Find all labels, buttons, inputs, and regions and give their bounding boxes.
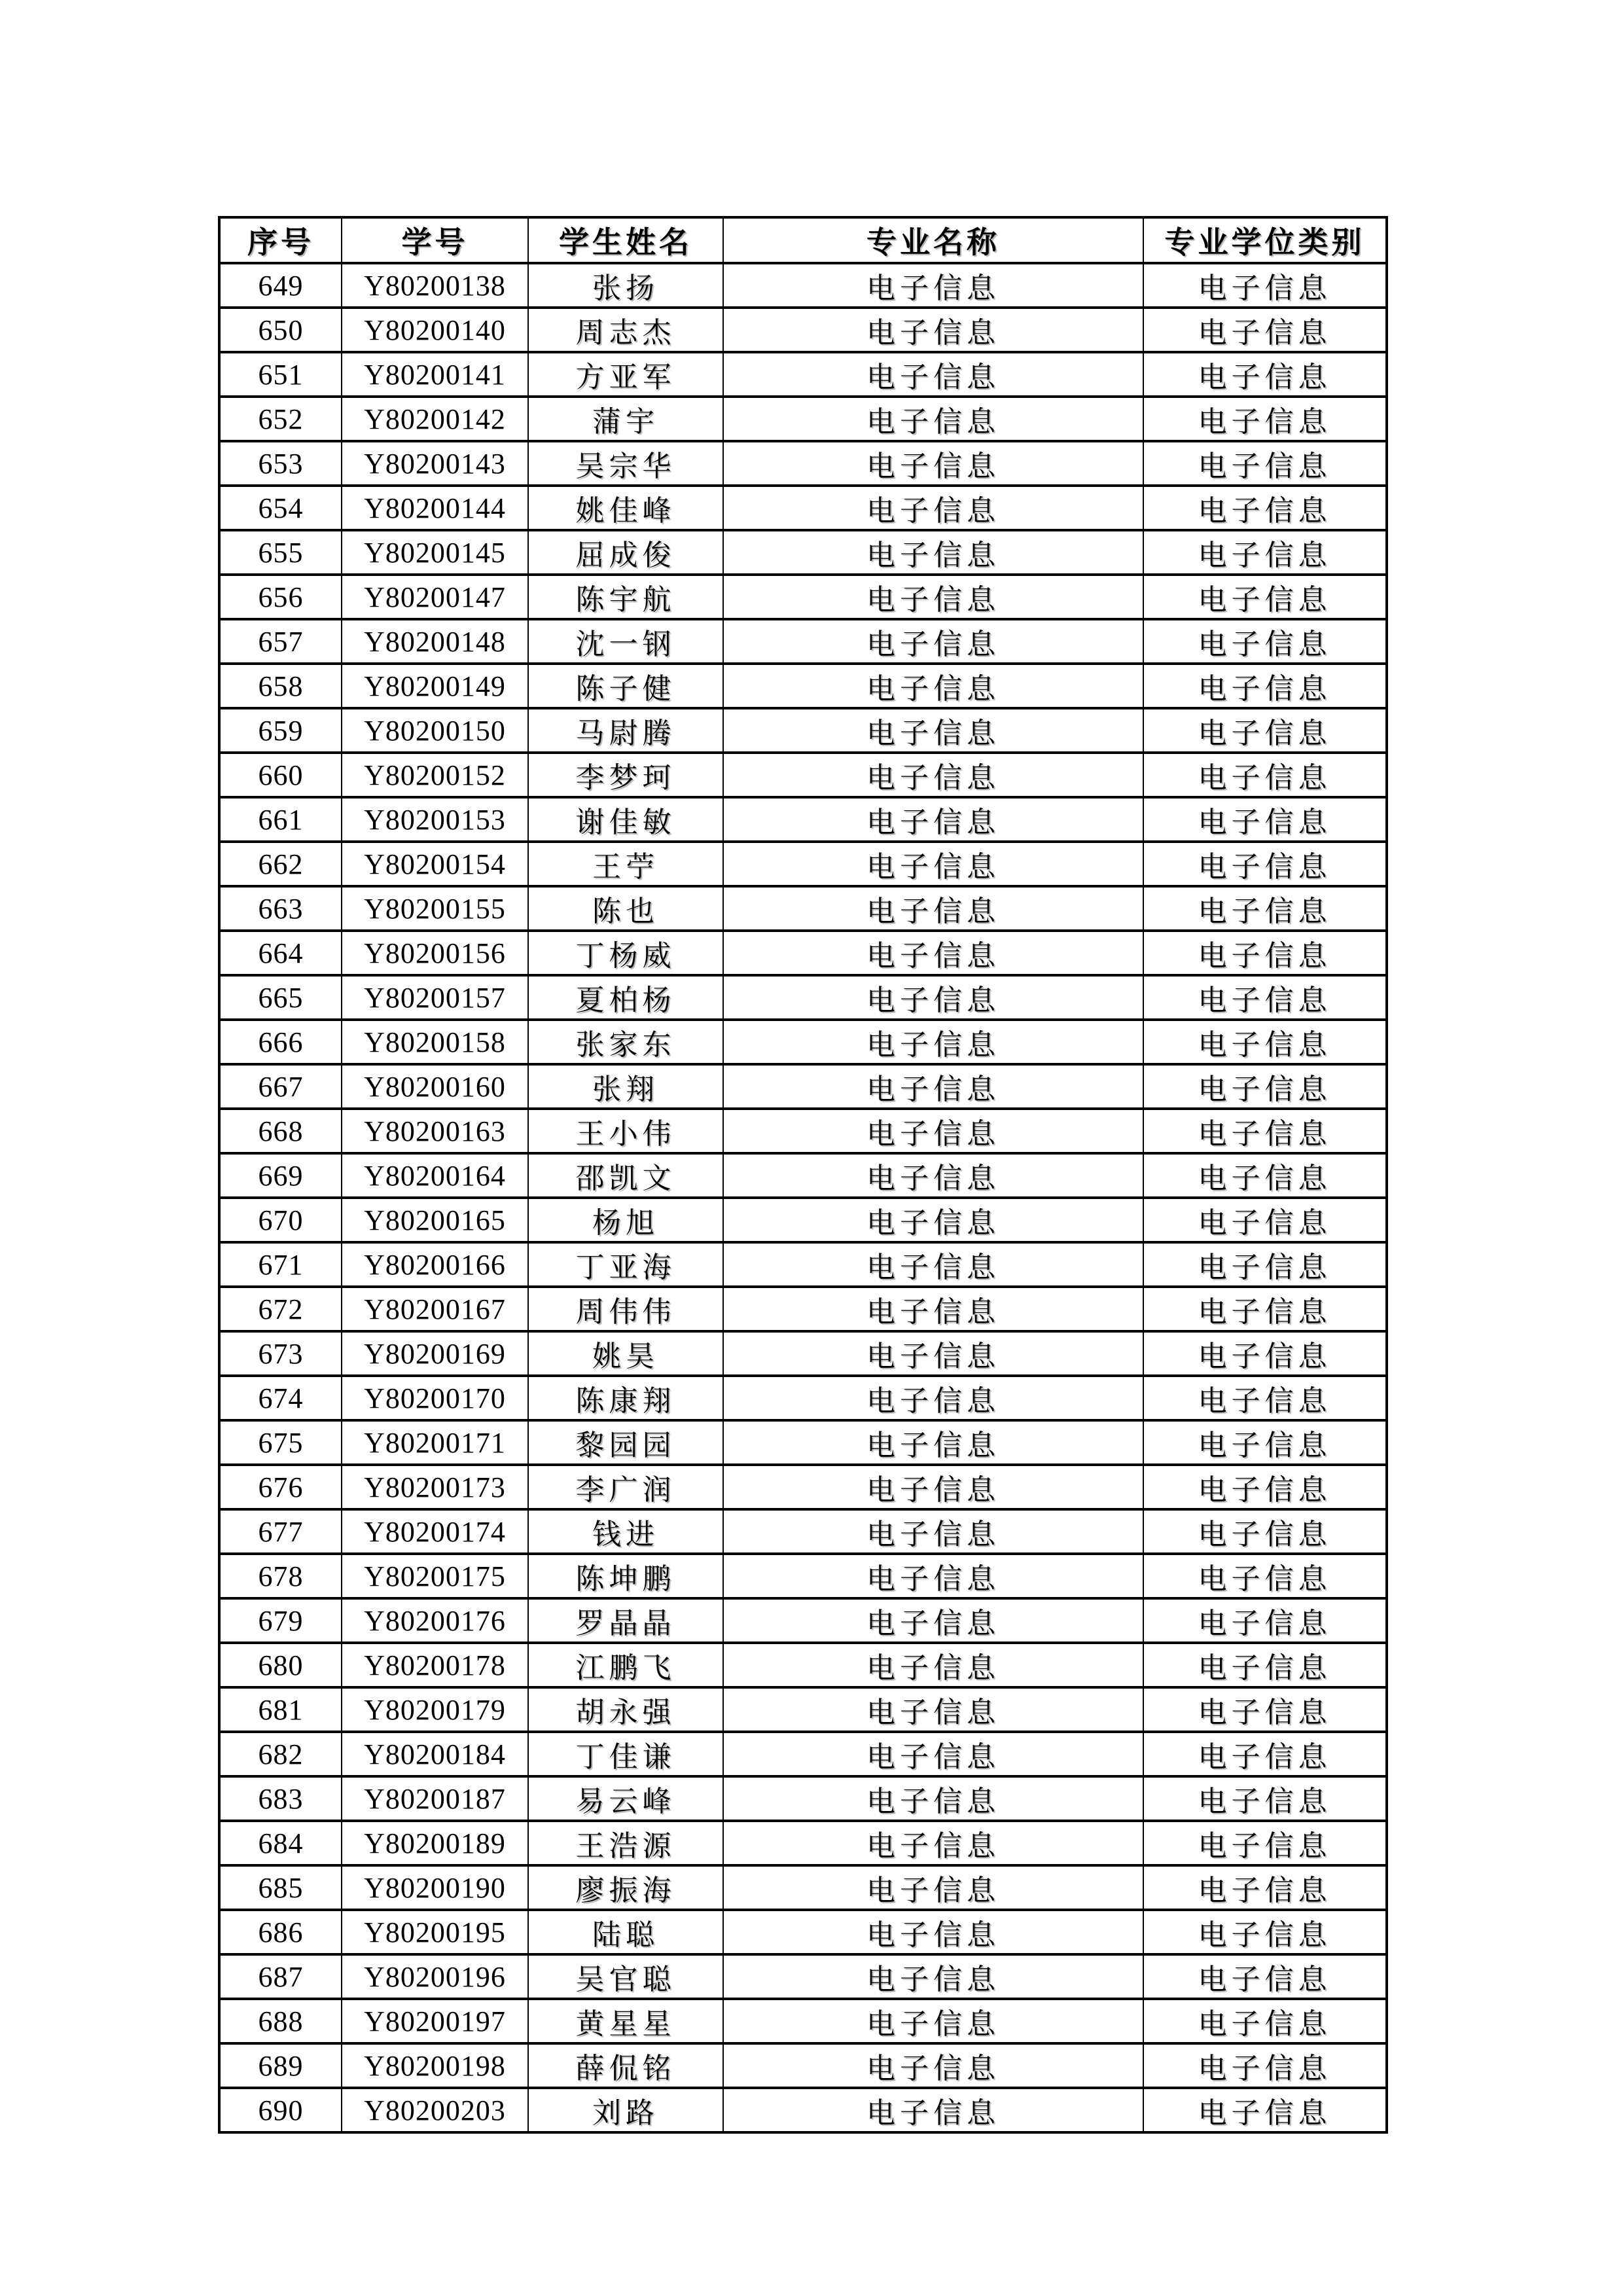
major-name-cell: 电子信息 [723, 1821, 1143, 1865]
seq-cell: 679 [219, 1598, 342, 1643]
seq-cell: 678 [219, 1554, 342, 1598]
degree-category-cell: 电子信息 [1143, 575, 1387, 619]
major-name-cell: 电子信息 [723, 931, 1143, 975]
degree-category-cell: 电子信息 [1143, 1064, 1387, 1109]
student-id-cell: Y80200166 [342, 1242, 528, 1287]
student-id-cell: Y80200160 [342, 1064, 528, 1109]
table-row [219, 1776, 1387, 1821]
major-name-cell: 电子信息 [723, 1776, 1143, 1821]
seq-cell: 659 [219, 708, 342, 753]
major-name-cell: 电子信息 [723, 308, 1143, 352]
student-name-cell: 张家东 [528, 1020, 723, 1064]
student-id-cell: Y80200153 [342, 797, 528, 842]
major-name-cell: 电子信息 [723, 1109, 1143, 1153]
student-name-cell: 陈宇航 [528, 575, 723, 619]
table-row [219, 1109, 1387, 1153]
student-id-cell: Y80200152 [342, 753, 528, 797]
student-id-cell: Y80200144 [342, 486, 528, 530]
degree-category-cell: 电子信息 [1143, 486, 1387, 530]
degree-category-cell: 电子信息 [1143, 753, 1387, 797]
seq-cell: 658 [219, 664, 342, 708]
student-id-cell: Y80200173 [342, 1465, 528, 1509]
student-name-cell: 邵凯文 [528, 1153, 723, 1198]
student-id-cell: Y80200203 [342, 2088, 528, 2132]
seq-cell: 651 [219, 352, 342, 397]
student-id-cell: Y80200167 [342, 1287, 528, 1331]
table-row [219, 397, 1387, 441]
student-id-cell: Y80200175 [342, 1554, 528, 1598]
student-name-cell: 丁杨威 [528, 931, 723, 975]
degree-category-cell: 电子信息 [1143, 1153, 1387, 1198]
major-name-cell: 电子信息 [723, 886, 1143, 931]
table-row [219, 886, 1387, 931]
table-row [219, 530, 1387, 575]
table-row [219, 486, 1387, 530]
student-name-cell: 廖振海 [528, 1865, 723, 1910]
student-id-cell: Y80200171 [342, 1420, 528, 1465]
seq-cell: 680 [219, 1643, 342, 1687]
student-name-cell: 陈康翔 [528, 1376, 723, 1420]
student-name-cell: 江鹏飞 [528, 1643, 723, 1687]
major-name-cell: 电子信息 [723, 619, 1143, 664]
degree-category-cell: 电子信息 [1143, 1999, 1387, 2043]
seq-cell: 690 [219, 2088, 342, 2132]
degree-category-cell: 电子信息 [1143, 1376, 1387, 1420]
major-name-cell: 电子信息 [723, 352, 1143, 397]
student-id-cell: Y80200140 [342, 308, 528, 352]
seq-cell: 669 [219, 1153, 342, 1198]
major-name-cell: 电子信息 [723, 441, 1143, 486]
table-row [219, 2043, 1387, 2088]
degree-category-cell: 电子信息 [1143, 1198, 1387, 1242]
degree-category-cell: 电子信息 [1143, 1331, 1387, 1376]
major-name-cell: 电子信息 [723, 708, 1143, 753]
student-name-cell: 马尉腾 [528, 708, 723, 753]
degree-category-cell: 电子信息 [1143, 1020, 1387, 1064]
table-row [219, 575, 1387, 619]
major-name-cell: 电子信息 [723, 1376, 1143, 1420]
major-name-cell: 电子信息 [723, 1598, 1143, 1643]
seq-cell: 657 [219, 619, 342, 664]
seq-cell: 685 [219, 1865, 342, 1910]
seq-cell: 687 [219, 1954, 342, 1999]
degree-category-cell: 电子信息 [1143, 1821, 1387, 1865]
student-name-cell: 黎园园 [528, 1420, 723, 1465]
table-row [219, 2088, 1387, 2132]
column-header-student-id: 学号 [342, 217, 528, 263]
table-row [219, 1865, 1387, 1910]
student-name-cell: 薛侃铭 [528, 2043, 723, 2088]
major-name-cell: 电子信息 [723, 1420, 1143, 1465]
seq-cell: 676 [219, 1465, 342, 1509]
student-name-cell: 陆聪 [528, 1910, 723, 1954]
seq-cell: 682 [219, 1732, 342, 1776]
table-row [219, 1643, 1387, 1687]
student-id-cell: Y80200163 [342, 1109, 528, 1153]
major-name-cell: 电子信息 [723, 1020, 1143, 1064]
student-name-cell: 李广润 [528, 1465, 723, 1509]
table-row [219, 1242, 1387, 1287]
degree-category-cell: 电子信息 [1143, 352, 1387, 397]
degree-category-cell: 电子信息 [1143, 1420, 1387, 1465]
student-id-cell: Y80200158 [342, 1020, 528, 1064]
seq-cell: 652 [219, 397, 342, 441]
degree-category-cell: 电子信息 [1143, 1287, 1387, 1331]
seq-cell: 662 [219, 842, 342, 886]
degree-category-cell: 电子信息 [1143, 1109, 1387, 1153]
seq-cell: 649 [219, 263, 342, 308]
seq-cell: 672 [219, 1287, 342, 1331]
table-row [219, 1020, 1387, 1064]
seq-cell: 686 [219, 1910, 342, 1954]
major-name-cell: 电子信息 [723, 1865, 1143, 1910]
student-roster-table [218, 216, 1388, 2134]
table-row [219, 664, 1387, 708]
student-name-cell: 吴官聪 [528, 1954, 723, 1999]
student-name-cell: 陈也 [528, 886, 723, 931]
seq-cell: 673 [219, 1331, 342, 1376]
degree-category-cell: 电子信息 [1143, 1509, 1387, 1554]
student-name-cell: 姚佳峰 [528, 486, 723, 530]
degree-category-cell: 电子信息 [1143, 1776, 1387, 1821]
degree-category-cell: 电子信息 [1143, 1554, 1387, 1598]
degree-category-cell: 电子信息 [1143, 441, 1387, 486]
student-id-cell: Y80200156 [342, 931, 528, 975]
table-row [219, 1376, 1387, 1420]
student-id-cell: Y80200164 [342, 1153, 528, 1198]
table-row [219, 1554, 1387, 1598]
degree-category-cell: 电子信息 [1143, 842, 1387, 886]
seq-cell: 653 [219, 441, 342, 486]
degree-category-cell: 电子信息 [1143, 619, 1387, 664]
table-row [219, 1910, 1387, 1954]
student-name-cell: 杨旭 [528, 1198, 723, 1242]
student-name-cell: 周伟伟 [528, 1287, 723, 1331]
major-name-cell: 电子信息 [723, 1954, 1143, 1999]
degree-category-cell: 电子信息 [1143, 530, 1387, 575]
table-row [219, 1954, 1387, 1999]
column-header-student-name: 学生姓名 [528, 217, 723, 263]
major-name-cell: 电子信息 [723, 2043, 1143, 2088]
seq-cell: 671 [219, 1242, 342, 1287]
student-name-cell: 陈子健 [528, 664, 723, 708]
seq-cell: 674 [219, 1376, 342, 1420]
student-name-cell: 黄星星 [528, 1999, 723, 2043]
table-row [219, 619, 1387, 664]
student-name-cell: 姚昊 [528, 1331, 723, 1376]
table-row [219, 753, 1387, 797]
table-row [219, 931, 1387, 975]
table-row [219, 441, 1387, 486]
student-name-cell: 方亚军 [528, 352, 723, 397]
table-row [219, 1331, 1387, 1376]
student-id-cell: Y80200189 [342, 1821, 528, 1865]
degree-category-cell: 电子信息 [1143, 2043, 1387, 2088]
seq-cell: 661 [219, 797, 342, 842]
student-id-cell: Y80200165 [342, 1198, 528, 1242]
seq-cell: 684 [219, 1821, 342, 1865]
degree-category-cell: 电子信息 [1143, 1465, 1387, 1509]
seq-cell: 683 [219, 1776, 342, 1821]
table-row [219, 975, 1387, 1020]
student-name-cell: 胡永强 [528, 1687, 723, 1732]
seq-cell: 663 [219, 886, 342, 931]
student-name-cell: 李梦珂 [528, 753, 723, 797]
student-id-cell: Y80200197 [342, 1999, 528, 2043]
student-name-cell: 谢佳敏 [528, 797, 723, 842]
major-name-cell: 电子信息 [723, 397, 1143, 441]
major-name-cell: 电子信息 [723, 1064, 1143, 1109]
student-id-cell: Y80200169 [342, 1331, 528, 1376]
student-id-cell: Y80200190 [342, 1865, 528, 1910]
table-row [219, 1732, 1387, 1776]
major-name-cell: 电子信息 [723, 1287, 1143, 1331]
student-name-cell: 王浩源 [528, 1821, 723, 1865]
table-row [219, 1999, 1387, 2043]
student-id-cell: Y80200170 [342, 1376, 528, 1420]
degree-category-cell: 电子信息 [1143, 797, 1387, 842]
major-name-cell: 电子信息 [723, 1198, 1143, 1242]
table-row [219, 308, 1387, 352]
student-name-cell: 丁佳谦 [528, 1732, 723, 1776]
degree-category-cell: 电子信息 [1143, 708, 1387, 753]
degree-category-cell: 电子信息 [1143, 1598, 1387, 1643]
student-id-cell: Y80200184 [342, 1732, 528, 1776]
major-name-cell: 电子信息 [723, 842, 1143, 886]
student-name-cell: 吴宗华 [528, 441, 723, 486]
student-name-cell: 易云峰 [528, 1776, 723, 1821]
student-name-cell: 王苧 [528, 842, 723, 886]
seq-cell: 656 [219, 575, 342, 619]
student-id-cell: Y80200154 [342, 842, 528, 886]
student-name-cell: 罗晶晶 [528, 1598, 723, 1643]
student-id-cell: Y80200145 [342, 530, 528, 575]
major-name-cell: 电子信息 [723, 1331, 1143, 1376]
student-id-cell: Y80200196 [342, 1954, 528, 1999]
student-name-cell: 刘路 [528, 2088, 723, 2132]
major-name-cell: 电子信息 [723, 1643, 1143, 1687]
table-row [219, 1153, 1387, 1198]
degree-category-cell: 电子信息 [1143, 886, 1387, 931]
student-id-cell: Y80200142 [342, 397, 528, 441]
seq-cell: 654 [219, 486, 342, 530]
major-name-cell: 电子信息 [723, 1999, 1143, 2043]
table-row [219, 1598, 1387, 1643]
degree-category-cell: 电子信息 [1143, 975, 1387, 1020]
table-row [219, 842, 1387, 886]
student-id-cell: Y80200178 [342, 1643, 528, 1687]
seq-cell: 668 [219, 1109, 342, 1153]
student-id-cell: Y80200176 [342, 1598, 528, 1643]
degree-category-cell: 电子信息 [1143, 1954, 1387, 1999]
table-row [219, 1821, 1387, 1865]
student-name-cell: 王小伟 [528, 1109, 723, 1153]
seq-cell: 677 [219, 1509, 342, 1554]
degree-category-cell: 电子信息 [1143, 1643, 1387, 1687]
major-name-cell: 电子信息 [723, 1910, 1143, 1954]
student-name-cell: 陈坤鹏 [528, 1554, 723, 1598]
major-name-cell: 电子信息 [723, 753, 1143, 797]
degree-category-cell: 电子信息 [1143, 664, 1387, 708]
table-row [219, 797, 1387, 842]
major-name-cell: 电子信息 [723, 1687, 1143, 1732]
major-name-cell: 电子信息 [723, 1465, 1143, 1509]
column-header-degree-category: 专业学位类别 [1143, 217, 1387, 263]
seq-cell: 666 [219, 1020, 342, 1064]
table-row [219, 1509, 1387, 1554]
student-name-cell: 沈一钢 [528, 619, 723, 664]
seq-cell: 655 [219, 530, 342, 575]
student-id-cell: Y80200150 [342, 708, 528, 753]
table-body [219, 263, 1387, 2132]
major-name-cell: 电子信息 [723, 1554, 1143, 1598]
student-id-cell: Y80200187 [342, 1776, 528, 1821]
student-name-cell: 蒲宇 [528, 397, 723, 441]
seq-cell: 664 [219, 931, 342, 975]
seq-cell: 650 [219, 308, 342, 352]
degree-category-cell: 电子信息 [1143, 308, 1387, 352]
student-id-cell: Y80200198 [342, 2043, 528, 2088]
seq-cell: 688 [219, 1999, 342, 2043]
student-name-cell: 钱进 [528, 1509, 723, 1554]
degree-category-cell: 电子信息 [1143, 1910, 1387, 1954]
major-name-cell: 电子信息 [723, 530, 1143, 575]
table-row [219, 1064, 1387, 1109]
seq-cell: 670 [219, 1198, 342, 1242]
degree-category-cell: 电子信息 [1143, 931, 1387, 975]
degree-category-cell: 电子信息 [1143, 1687, 1387, 1732]
table-row [219, 708, 1387, 753]
student-name-cell: 周志杰 [528, 308, 723, 352]
table-row [219, 263, 1387, 308]
student-id-cell: Y80200155 [342, 886, 528, 931]
major-name-cell: 电子信息 [723, 575, 1143, 619]
student-name-cell: 张扬 [528, 263, 723, 308]
seq-cell: 667 [219, 1064, 342, 1109]
major-name-cell: 电子信息 [723, 975, 1143, 1020]
student-name-cell: 张翔 [528, 1064, 723, 1109]
major-name-cell: 电子信息 [723, 664, 1143, 708]
seq-cell: 675 [219, 1420, 342, 1465]
student-id-cell: Y80200157 [342, 975, 528, 1020]
student-id-cell: Y80200174 [342, 1509, 528, 1554]
major-name-cell: 电子信息 [723, 1732, 1143, 1776]
degree-category-cell: 电子信息 [1143, 263, 1387, 308]
column-header-major-name: 专业名称 [723, 217, 1143, 263]
student-id-cell: Y80200147 [342, 575, 528, 619]
seq-cell: 665 [219, 975, 342, 1020]
degree-category-cell: 电子信息 [1143, 397, 1387, 441]
degree-category-cell: 电子信息 [1143, 1865, 1387, 1910]
major-name-cell: 电子信息 [723, 1153, 1143, 1198]
student-id-cell: Y80200143 [342, 441, 528, 486]
student-name-cell: 丁亚海 [528, 1242, 723, 1287]
major-name-cell: 电子信息 [723, 1242, 1143, 1287]
major-name-cell: 电子信息 [723, 1509, 1143, 1554]
major-name-cell: 电子信息 [723, 263, 1143, 308]
student-id-cell: Y80200149 [342, 664, 528, 708]
table-row [219, 1687, 1387, 1732]
table-row [219, 1465, 1387, 1509]
header-row [219, 217, 1387, 263]
table-row [219, 1287, 1387, 1331]
seq-cell: 681 [219, 1687, 342, 1732]
student-id-cell: Y80200141 [342, 352, 528, 397]
student-id-cell: Y80200148 [342, 619, 528, 664]
student-name-cell: 夏柏杨 [528, 975, 723, 1020]
major-name-cell: 电子信息 [723, 797, 1143, 842]
student-id-cell: Y80200138 [342, 263, 528, 308]
major-name-cell: 电子信息 [723, 486, 1143, 530]
seq-cell: 689 [219, 2043, 342, 2088]
column-header-seq: 序号 [219, 217, 342, 263]
seq-cell: 660 [219, 753, 342, 797]
table-header [219, 217, 1387, 263]
student-name-cell: 屈成俊 [528, 530, 723, 575]
major-name-cell: 电子信息 [723, 2088, 1143, 2132]
degree-category-cell: 电子信息 [1143, 1732, 1387, 1776]
table-row [219, 352, 1387, 397]
student-id-cell: Y80200195 [342, 1910, 528, 1954]
student-id-cell: Y80200179 [342, 1687, 528, 1732]
degree-category-cell: 电子信息 [1143, 2088, 1387, 2132]
table-row [219, 1420, 1387, 1465]
table-row [219, 1198, 1387, 1242]
degree-category-cell: 电子信息 [1143, 1242, 1387, 1287]
